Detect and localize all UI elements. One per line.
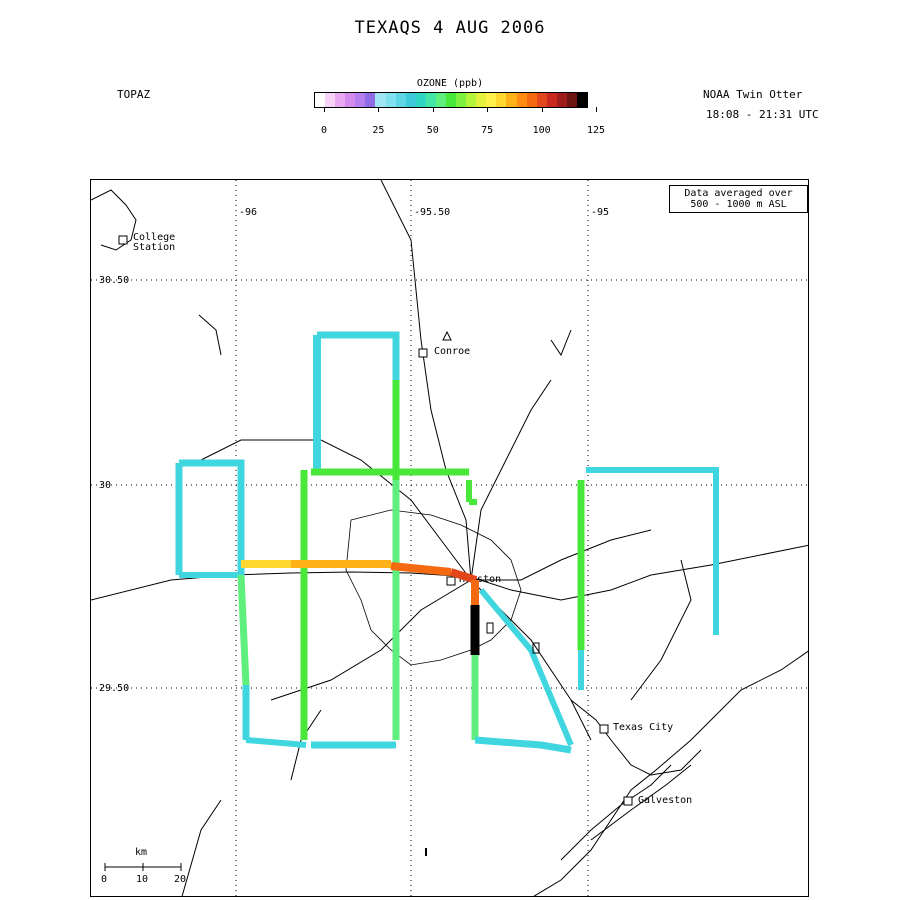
lat-label: 30.50 [99,275,130,286]
colorbar-cell [557,93,567,107]
colorbar-cell [567,93,577,107]
scale-tick-label: 0 [101,874,108,885]
model-label: TOPAZ [117,88,151,101]
city-label: Texas City [613,722,674,733]
colorbar-tick-label: 125 [586,125,606,136]
colorbar-tick-label: 50 [426,125,439,136]
colorbar-cell [547,93,557,107]
city-label: Conroe [434,346,471,357]
city-marker [624,797,632,805]
colorbar-cell [577,93,587,107]
city-label: College [133,232,176,243]
geography-lines [91,180,809,897]
colorbar-tick-mark [378,107,379,112]
colorbar-cell [386,93,396,107]
scale-unit: km [135,847,148,858]
colorbar-cell [517,93,527,107]
map-panel [90,179,809,897]
city-label: Station [133,242,176,253]
colorbar-cell [527,93,537,107]
averaging-note-line: Data averaged over [684,188,793,199]
colorbar-cell [537,93,547,107]
colorbar-cell [396,93,406,107]
colorbar-cell [335,93,345,107]
city-marker [119,236,127,244]
city-markers [119,232,692,806]
colorbar-cell [486,93,496,107]
colorbar-cell [506,93,516,107]
aircraft-label: NOAA Twin Otter [703,88,803,101]
colorbar-cell [355,93,365,107]
colorbar-cell [426,93,436,107]
city-marker [600,725,608,733]
colorbar-tick-mark [542,107,543,112]
colorbar-tick-label: 0 [320,125,328,136]
scale-tick-label: 20 [174,874,187,885]
city-label: Houston [459,574,502,585]
scale-tick-label: 10 [136,874,149,885]
colorbar-tick-label: 25 [372,125,385,136]
colorbar-cell [476,93,486,107]
colorbar-tick-mark [487,107,488,112]
lat-label: 30 [99,480,112,491]
colorbar-cell [365,93,375,107]
lon-label: -96 [239,207,258,218]
lon-label: -95.50 [414,207,451,218]
colorbar-tick-mark [324,107,325,112]
colorbar-cell [436,93,446,107]
averaging-note [669,185,808,213]
colorbar-tick-mark [433,107,434,112]
time-range-label: 18:08 - 21:31 UTC [706,108,819,121]
city-marker [419,349,427,357]
colorbar-cell [345,93,355,107]
city-label: Galveston [638,795,693,806]
colorbar-cell [325,93,335,107]
city-marker [447,577,455,585]
colorbar-cell [446,93,456,107]
scale-bar [105,863,181,871]
colorbar-cell [496,93,506,107]
figure-title: TEXAQS 4 AUG 2006 [354,18,546,38]
colorbar-title: OZONE (ppb) [416,78,484,89]
lon-label: -95 [591,207,610,218]
colorbar-tick-label: 100 [532,125,551,136]
colorbar-cell [466,93,476,107]
graticule [91,180,809,897]
lat-label: 29.50 [99,683,130,694]
colorbar-cell [456,93,466,107]
colorbar-tick-mark [596,107,597,112]
colorbar-cell [416,93,426,107]
map-canvas [91,180,809,897]
colorbar-cell [315,93,325,107]
colorbar [314,92,588,108]
colorbar-cell [375,93,385,107]
colorbar-tick-label: 75 [481,125,494,136]
colorbar-cell [406,93,416,107]
flight-track [179,335,716,750]
averaging-note-line: 500 - 1000 m ASL [690,199,787,210]
